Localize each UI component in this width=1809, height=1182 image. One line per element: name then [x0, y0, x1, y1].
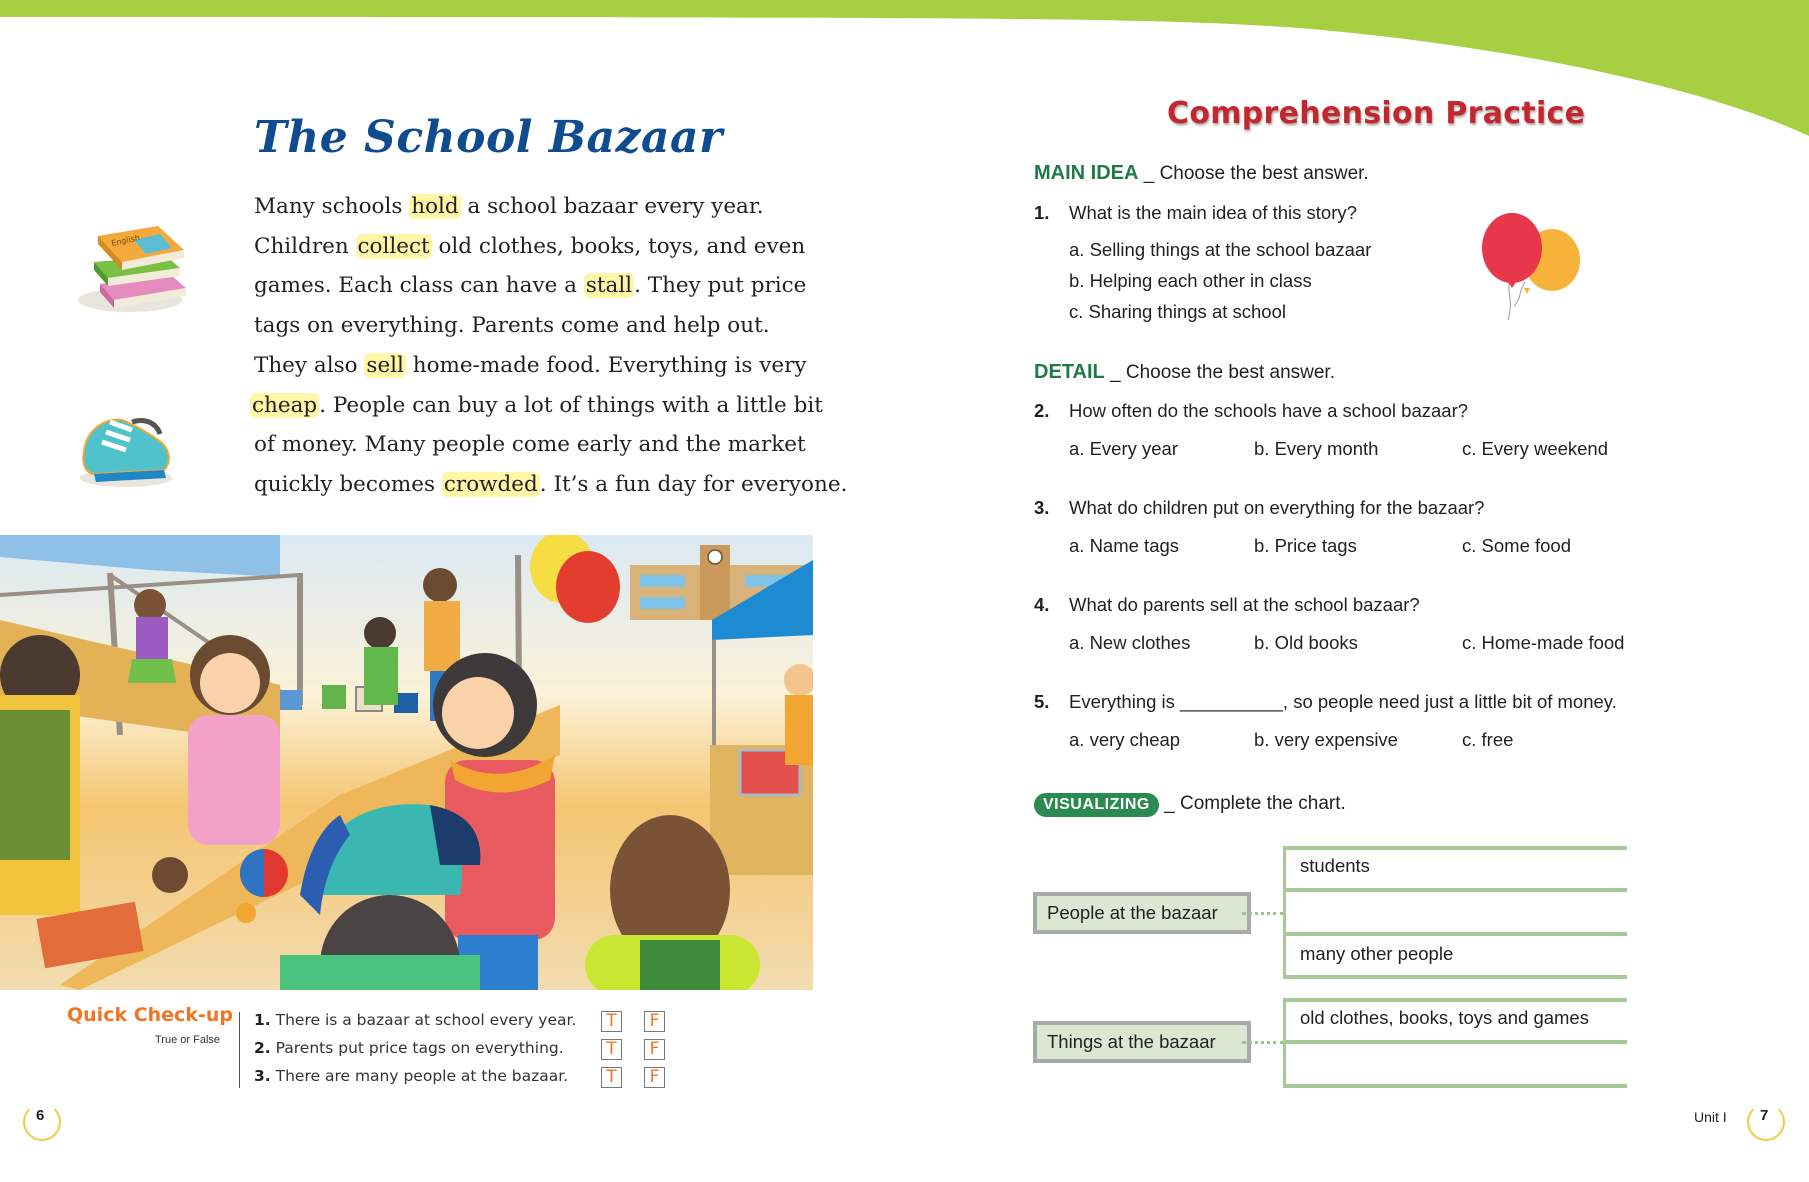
- page-number-left: 6: [36, 1107, 45, 1124]
- vocab-highlight: sell: [366, 352, 404, 378]
- chart-cell: students: [1300, 855, 1370, 876]
- true-checkbox[interactable]: T: [601, 1067, 622, 1088]
- chart-row-border: [1283, 1084, 1627, 1088]
- answer-option[interactable]: b. Every month: [1254, 438, 1379, 459]
- answer-option[interactable]: c. Sharing things at school: [1069, 301, 1286, 322]
- answer-option[interactable]: a. New clothes: [1069, 632, 1191, 653]
- vocab-highlight: stall: [585, 273, 633, 299]
- chart-cell: many other people: [1300, 943, 1454, 964]
- vocab-highlight: collect: [357, 233, 430, 259]
- books-illustration: [72, 222, 200, 318]
- answer-option[interactable]: c. Home-made food: [1462, 632, 1625, 653]
- question-3: 3. What do children put on everything for the bazaar?: [1034, 497, 1485, 518]
- true-checkbox[interactable]: T: [601, 1039, 622, 1060]
- false-checkbox[interactable]: F: [644, 1011, 665, 1032]
- main-idea-header: MAIN IDEA _ Choose the best answer.: [1034, 162, 1369, 184]
- vocab-highlight: cheap: [252, 392, 318, 418]
- answer-option[interactable]: c. free: [1462, 729, 1514, 750]
- quick-checkup-divider: [239, 1012, 240, 1088]
- answer-option[interactable]: a. very cheap: [1069, 729, 1181, 750]
- question-4: 4. What do parents sell at the school bazaar?: [1034, 594, 1420, 615]
- story-line: Many schools hold a school bazaar every year.: [254, 194, 764, 219]
- chart-category-people: People at the bazaar: [1033, 892, 1251, 934]
- chart-connector: [1242, 1041, 1284, 1044]
- answer-option[interactable]: a. Every year: [1069, 438, 1178, 459]
- story-body: [252, 187, 848, 505]
- story-title: The School Bazaar: [254, 112, 723, 163]
- story-line: of money. Many people come early and the market: [254, 432, 806, 458]
- chart-row-border: [1283, 975, 1627, 979]
- chart-category-things: Things at the bazaar: [1033, 1021, 1251, 1063]
- answer-option[interactable]: b. Price tags: [1254, 535, 1357, 556]
- story-line: quickly becomes crowded. It’s a fun day for everyone.: [254, 471, 848, 497]
- answer-option[interactable]: c. Some food: [1462, 535, 1572, 556]
- answer-option[interactable]: a. Selling things at the school bazaar: [1069, 239, 1372, 260]
- quick-checkup-item: 3. There are many people at the bazaar.: [254, 1067, 569, 1085]
- chart-row-border: [1283, 932, 1627, 936]
- answer-option[interactable]: b. Old books: [1254, 632, 1358, 653]
- sneakers-illustration: [74, 400, 178, 490]
- chart-row-border: [1283, 1040, 1627, 1044]
- answer-option[interactable]: b. very expensive: [1254, 729, 1398, 750]
- story-line: They also sell home-made food. Everything is very: [254, 352, 807, 378]
- comprehension-practice-title: Comprehension Practice: [1167, 96, 1586, 131]
- question-1: 1. What is the main idea of this story?: [1034, 202, 1357, 223]
- answer-option[interactable]: a. Name tags: [1069, 535, 1180, 556]
- quick-checkup-item: 1. There is a bazaar at school every year.: [254, 1011, 577, 1029]
- chart-connector: [1242, 912, 1284, 915]
- chart-blank-cell[interactable]: [1300, 899, 1620, 927]
- vocab-highlight: crowded: [443, 471, 538, 497]
- story-line: games. Each class can have a stall. They put price: [254, 273, 807, 299]
- question-2: 2. How often do the schools have a school bazaar?: [1034, 400, 1469, 421]
- story-line: tags on everything. Parents come and help out.: [254, 313, 770, 339]
- quick-checkup-item: 2. Parents put price tags on everything.: [254, 1039, 564, 1057]
- story-line: cheap. People can buy a lot of things with a little bit: [252, 392, 823, 418]
- chart-row-border: [1283, 998, 1627, 1002]
- page-number-right: 7: [1760, 1107, 1769, 1124]
- visualizing-badge: VISUALIZING: [1034, 793, 1159, 817]
- detail-header: DETAIL _ Choose the best answer.: [1034, 361, 1335, 383]
- unit-label: Unit I: [1694, 1109, 1727, 1125]
- question-5: 5. Everything is __________, so people need just a little bit of money.: [1034, 691, 1617, 712]
- answer-option[interactable]: b. Helping each other in class: [1069, 270, 1312, 291]
- false-checkbox[interactable]: F: [644, 1039, 665, 1060]
- answer-option[interactable]: c. Every weekend: [1462, 438, 1609, 459]
- vocab-highlight: hold: [411, 194, 459, 219]
- true-checkbox[interactable]: T: [601, 1011, 622, 1032]
- visualizing-header: VISUALIZING _ Complete the chart.: [1034, 793, 1346, 817]
- chart-row-border: [1283, 846, 1627, 850]
- chart-cell: old clothes, books, toys and games: [1300, 1007, 1589, 1028]
- story-line: Children collect old clothes, books, toys, and even: [254, 233, 806, 259]
- chart-row-border: [1283, 888, 1627, 892]
- quick-checkup-title: Quick Check-up: [67, 1004, 233, 1026]
- chart-bracket: [1283, 846, 1286, 978]
- school-bazaar-scene-illustration: [0, 535, 813, 990]
- balloons-illustration: [1470, 210, 1580, 325]
- svg-text:English: English: [110, 233, 141, 248]
- false-checkbox[interactable]: F: [644, 1067, 665, 1088]
- quick-checkup-subtitle: True or False: [155, 1034, 221, 1046]
- chart-blank-cell[interactable]: [1300, 1051, 1620, 1079]
